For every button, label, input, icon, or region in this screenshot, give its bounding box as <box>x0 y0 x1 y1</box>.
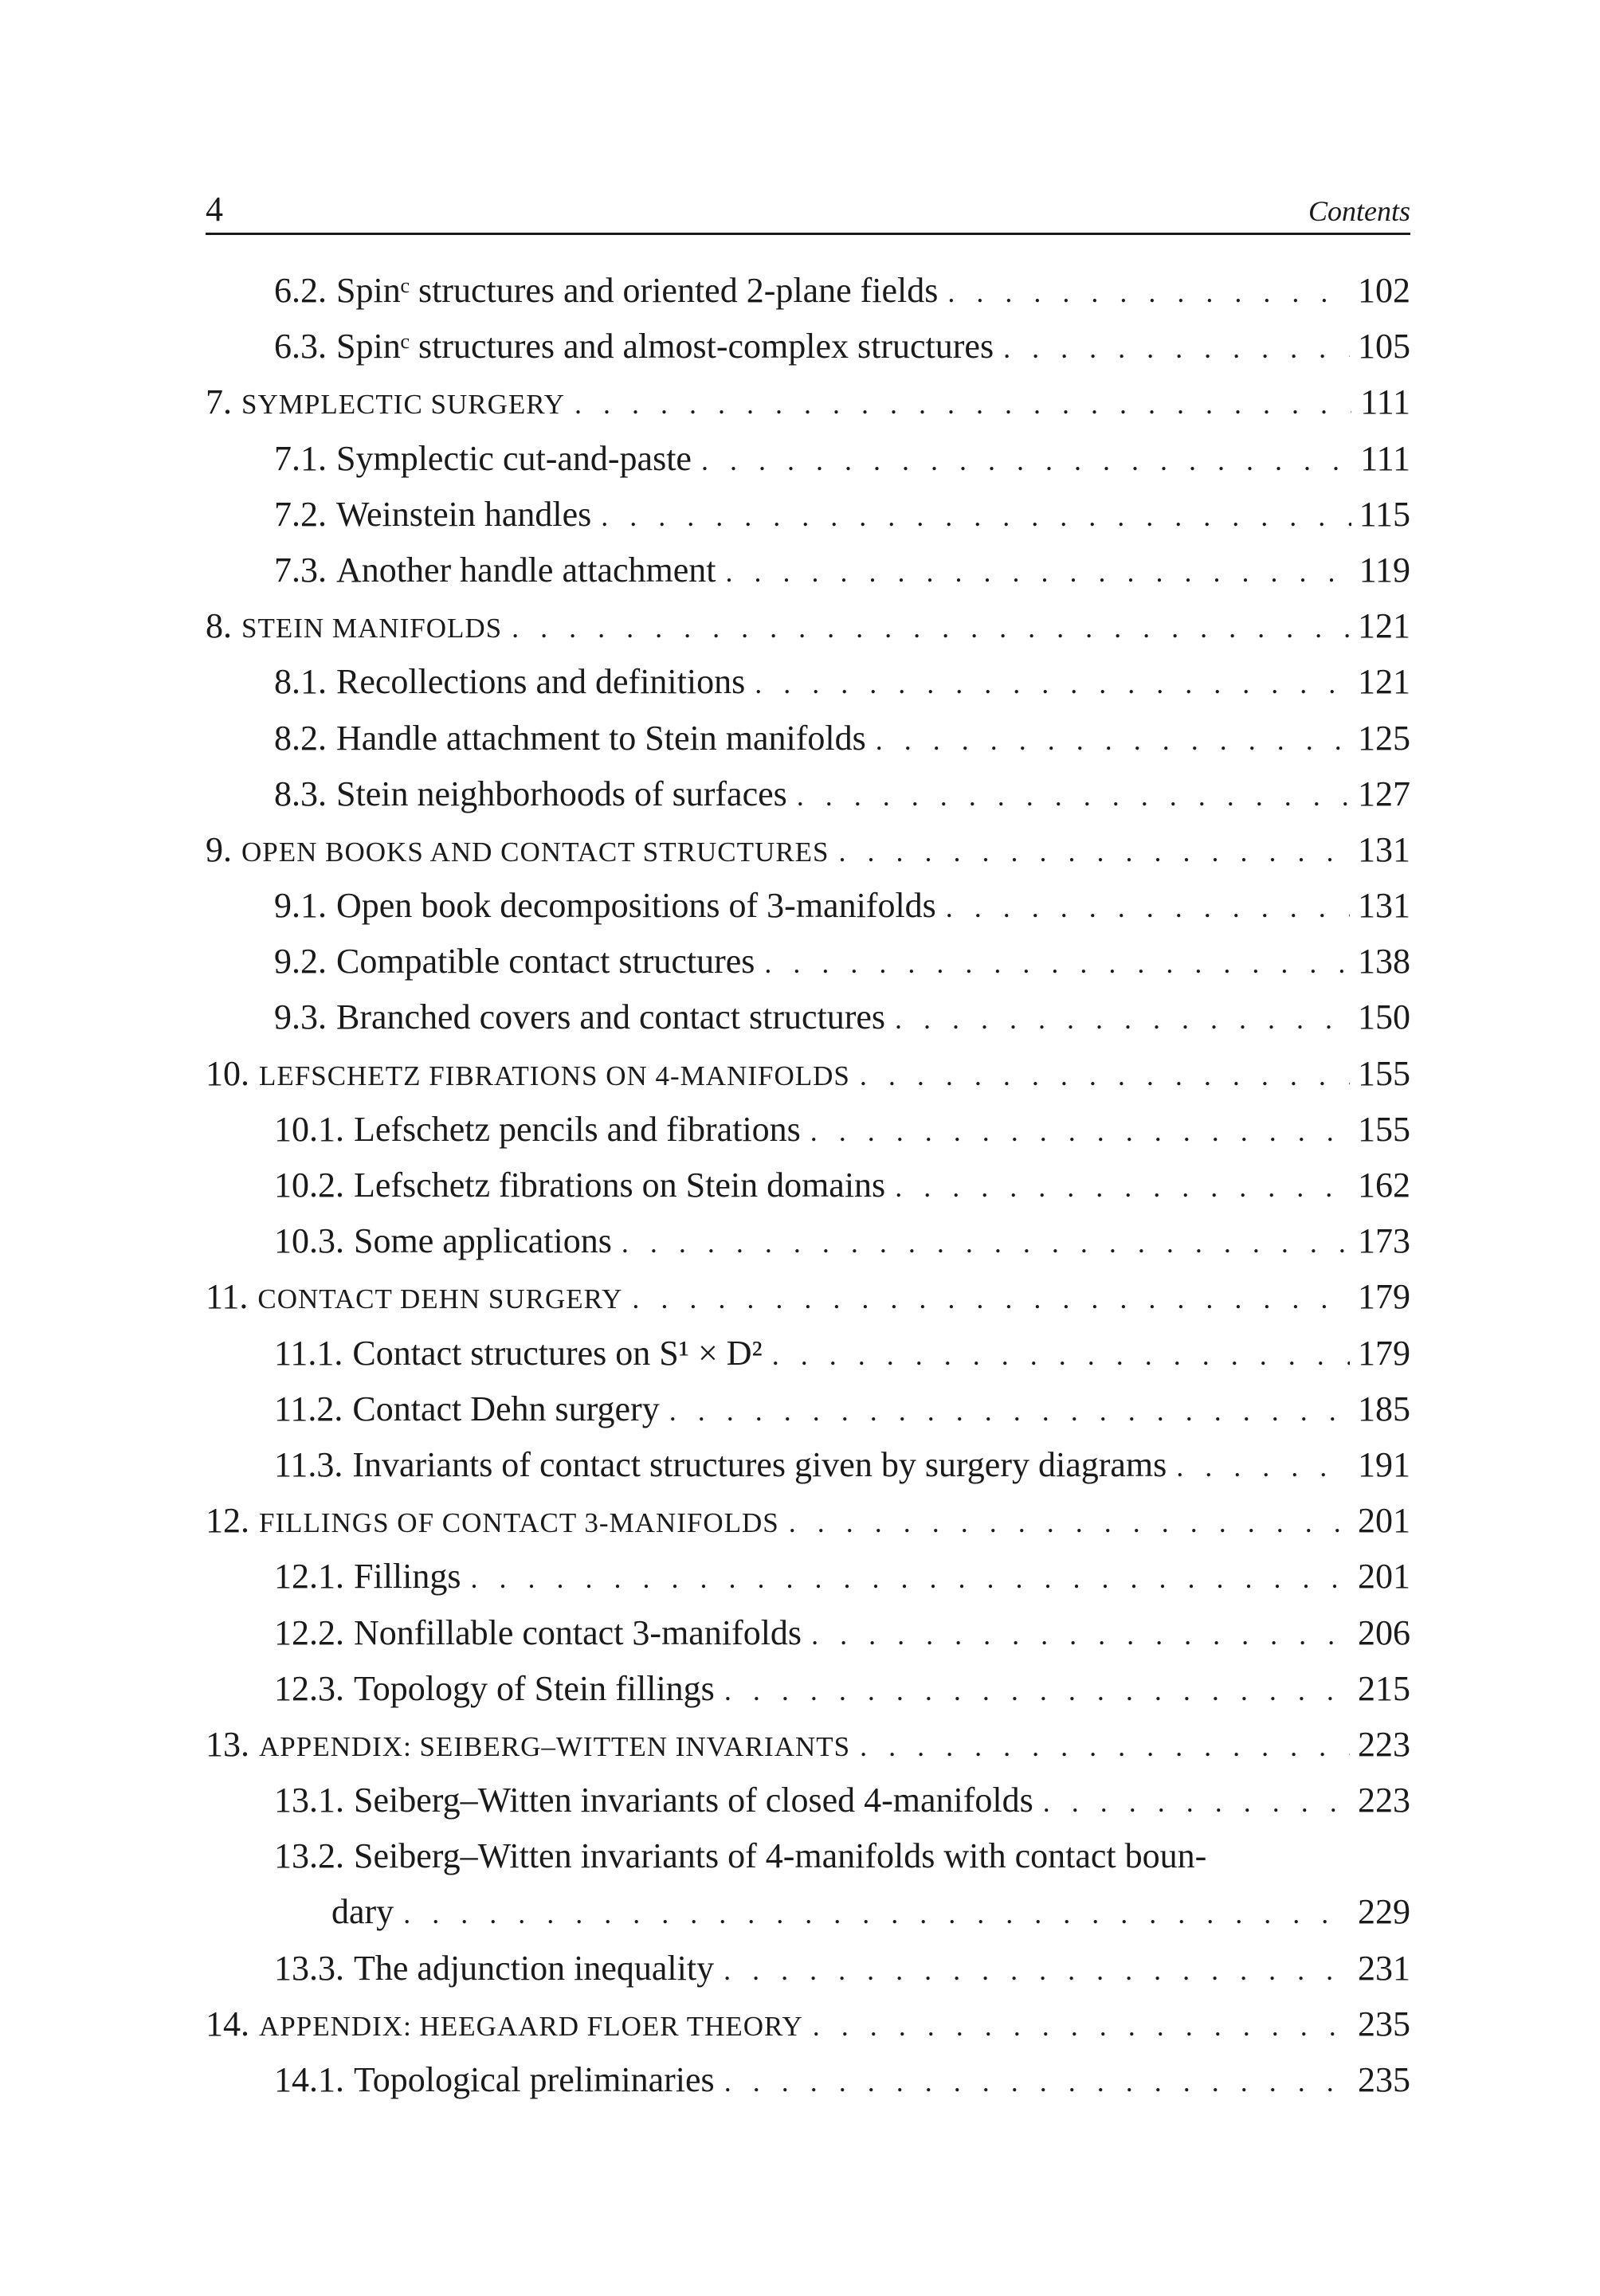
toc-entry-page: 115 <box>1359 494 1410 534</box>
toc-entry-page: 127 <box>1358 774 1410 813</box>
toc-entry-page: 125 <box>1358 718 1410 758</box>
toc-section-entry[interactable] <box>206 487 1410 543</box>
toc-entry-number: 12. <box>206 1501 249 1541</box>
toc-entry-number: 10. <box>206 1053 249 1093</box>
toc-entry-title: STEIN MANIFOLDS <box>241 613 503 645</box>
toc-section-entry[interactable] <box>206 1605 1410 1661</box>
dot-leader <box>772 1327 1350 1383</box>
toc-entry-title: Symplectic cut-and-paste <box>336 438 692 478</box>
toc-entry-number: 7.3. <box>274 550 327 590</box>
dot-leader <box>797 768 1350 824</box>
toc-entry-page: 155 <box>1358 1053 1410 1093</box>
toc-entry-page: 111 <box>1360 438 1410 478</box>
dot-leader <box>403 1886 1350 1941</box>
toc-chapter-entry[interactable] <box>206 598 1410 654</box>
toc-entry-title: OPEN BOOKS AND CONTACT STRUCTURES <box>241 836 829 868</box>
toc-section-entry[interactable] <box>206 878 1410 934</box>
toc-entry-page: 131 <box>1358 829 1410 869</box>
toc-entry-number: 6.3. <box>274 327 327 366</box>
toc-entry-page: 162 <box>1358 1166 1410 1205</box>
toc-section-entry[interactable] <box>206 1437 1410 1493</box>
toc-entry-number: 11. <box>206 1277 249 1317</box>
toc-entry-number: 13. <box>206 1724 249 1764</box>
dot-leader <box>622 1215 1350 1271</box>
toc-entry-title: Another handle attachment <box>336 550 716 590</box>
table-of-contents <box>206 263 1410 2108</box>
toc-entry-page: 105 <box>1358 327 1410 366</box>
toc-entry-title: APPENDIX: HEEGAARD FLOER THEORY <box>259 2010 803 2042</box>
toc-chapter-entry[interactable] <box>206 1493 1410 1549</box>
toc-section-entry[interactable] <box>206 1661 1410 1717</box>
toc-entry-page: 185 <box>1358 1389 1410 1428</box>
toc-entry-number: 9.1. <box>274 886 327 926</box>
toc-entry-page: 223 <box>1358 1781 1410 1820</box>
dot-leader <box>789 1495 1350 1550</box>
dot-leader <box>755 656 1350 711</box>
toc-section-entry[interactable] <box>206 1549 1410 1604</box>
toc-entry-page: 179 <box>1358 1333 1410 1373</box>
toc-section-entry[interactable] <box>206 543 1410 598</box>
toc-entry-title: Stein neighborhoods of surfaces <box>336 774 787 813</box>
toc-entry-page: 150 <box>1358 997 1410 1037</box>
toc-entry-page: 201 <box>1358 1501 1410 1541</box>
toc-section-entry[interactable] <box>206 263 1410 319</box>
toc-entry-number: 12.1. <box>274 1557 344 1597</box>
toc-entry-title: Open book decompositions of 3-manifolds <box>336 886 936 926</box>
toc-entry-title: Fillings <box>354 1557 461 1597</box>
dot-leader <box>895 991 1350 1047</box>
toc-chapter-entry[interactable] <box>206 374 1410 430</box>
toc-entry-number: 8.2. <box>274 718 327 758</box>
toc-entry-page: 111 <box>1360 382 1410 422</box>
toc-entry-page: 119 <box>1359 550 1410 590</box>
toc-entry-page: 229 <box>1358 1892 1410 1932</box>
toc-entry-number: 9.2. <box>274 942 327 981</box>
dot-leader <box>724 1663 1350 1718</box>
dot-leader <box>946 880 1350 935</box>
toc-section-entry[interactable] <box>206 319 1410 374</box>
toc-entry-number: 8.1. <box>274 662 327 702</box>
toc-entry-number: 8. <box>206 606 232 646</box>
toc-entry-page: 155 <box>1358 1109 1410 1149</box>
toc-entry-title: CONTACT DEHN SURGERY <box>257 1283 623 1315</box>
toc-entry-number: 13.3. <box>274 1948 344 1988</box>
toc-entry-title: Topology of Stein fillings <box>354 1668 715 1708</box>
dot-leader <box>724 2054 1350 2110</box>
toc-entry-number: 14. <box>206 2004 249 2043</box>
toc-section-entry[interactable] <box>206 1158 1410 1213</box>
toc-section-entry[interactable] <box>206 1773 1410 1828</box>
toc-entry-number: 12.2. <box>274 1612 344 1652</box>
toc-entry-page: 131 <box>1358 886 1410 926</box>
toc-section-entry[interactable] <box>206 654 1410 710</box>
toc-entry-wrapped[interactable] <box>206 1828 1410 1884</box>
toc-entry-title: FILLINGS OF CONTACT 3-MANIFOLDS <box>259 1507 779 1539</box>
toc-entry-title: Branched covers and contact structures <box>336 997 886 1037</box>
toc-entry-page: 201 <box>1358 1557 1410 1597</box>
dot-leader <box>724 1942 1350 1998</box>
dot-leader <box>1176 1439 1350 1495</box>
dot-leader <box>860 1048 1350 1103</box>
dot-leader <box>813 1998 1350 2054</box>
toc-entry-title: Handle attachment to Stein manifolds <box>336 718 866 758</box>
dot-leader <box>632 1271 1350 1326</box>
toc-entry-page: 121 <box>1358 662 1410 702</box>
toc-entry-title: LEFSCHETZ FIBRATIONS ON 4-MANIFOLDS <box>259 1060 850 1091</box>
toc-entry-number: 7. <box>206 382 232 422</box>
toc-section-entry[interactable] <box>206 766 1410 822</box>
toc-entry-title: Contact Dehn surgery <box>352 1389 660 1428</box>
dot-leader <box>575 376 1351 432</box>
toc-chapter-entry[interactable] <box>206 1717 1410 1773</box>
dot-leader <box>895 1159 1350 1215</box>
toc-entry-title: APPENDIX: SEIBERG–WITTEN INVARIANTS <box>259 1730 851 1762</box>
toc-entry-title: Weinstein handles <box>336 494 592 534</box>
toc-entry-page: 121 <box>1358 606 1410 646</box>
toc-entry-title: Spinᶜ structures and almost-complex structures <box>336 327 994 366</box>
dot-leader <box>512 600 1350 656</box>
toc-entry-number: 7.2. <box>274 494 327 534</box>
toc-section-entry[interactable] <box>206 934 1410 989</box>
toc-section-entry[interactable] <box>206 989 1410 1045</box>
toc-entry-number: 14.1. <box>274 2060 344 2099</box>
toc-entry-number: 11.3. <box>274 1444 343 1484</box>
toc-entry-page: 235 <box>1358 2004 1410 2043</box>
toc-entry-page: 231 <box>1358 1948 1410 1988</box>
toc-entry-title: Lefschetz fibrations on Stein domains <box>354 1166 886 1205</box>
toc-entry-number: 10.1. <box>274 1109 344 1149</box>
toc-section-entry[interactable] <box>206 1102 1410 1158</box>
toc-entry-number: 7.1. <box>274 438 327 478</box>
dot-leader <box>860 1718 1350 1774</box>
page-header <box>206 188 1410 235</box>
toc-entry-number: 10.3. <box>274 1221 344 1261</box>
toc-entry-page: 173 <box>1358 1221 1410 1261</box>
toc-entry-number: 10.2. <box>274 1166 344 1205</box>
toc-entry-title: Recollections and definitions <box>336 662 746 702</box>
toc-entry-page: 215 <box>1358 1668 1410 1708</box>
toc-entry-title-continued: dary <box>331 1892 394 1932</box>
dot-leader <box>471 1550 1351 1606</box>
toc-entry-title: Nonfillable contact 3-manifolds <box>354 1612 802 1652</box>
dot-leader <box>811 1607 1350 1663</box>
toc-entry-number: 11.2. <box>274 1389 343 1428</box>
toc-section-entry[interactable] <box>206 431 1410 487</box>
toc-entry-page: 235 <box>1358 2060 1410 2099</box>
toc-entry-number: 8.3. <box>274 774 327 813</box>
toc-chapter-entry[interactable] <box>206 1269 1410 1325</box>
dot-leader <box>725 544 1351 600</box>
toc-entry-number: 6.2. <box>274 271 327 310</box>
toc-entry-title: Topological preliminaries <box>354 2060 715 2099</box>
dot-leader <box>838 824 1350 880</box>
toc-entry-number: 11.1. <box>274 1333 343 1373</box>
toc-entry-page: 223 <box>1358 1724 1410 1764</box>
toc-entry-number: 13.2. <box>274 1836 344 1876</box>
dot-leader <box>701 433 1351 488</box>
dot-leader <box>601 488 1351 544</box>
toc-entry-page: 191 <box>1358 1444 1410 1484</box>
dot-leader <box>810 1103 1350 1159</box>
toc-section-entry[interactable] <box>206 1941 1410 1996</box>
toc-entry-title: Compatible contact structures <box>336 942 755 981</box>
dot-leader <box>876 712 1350 768</box>
toc-entry-title: Seiberg–Witten invariants of 4-manifolds with contact boun- <box>354 1836 1207 1876</box>
toc-entry-title: Lefschetz pencils and fibrations <box>354 1109 801 1149</box>
dot-leader <box>764 935 1350 991</box>
toc-entry-title: Some applications <box>354 1221 612 1261</box>
toc-section-entry[interactable] <box>206 711 1410 766</box>
dot-leader <box>947 264 1350 320</box>
toc-chapter-entry[interactable] <box>206 822 1410 878</box>
toc-chapter-entry[interactable] <box>206 1046 1410 1102</box>
toc-section-entry[interactable] <box>206 1326 1410 1381</box>
toc-entry-number: 9. <box>206 829 232 869</box>
toc-entry-number: 13.1. <box>274 1781 344 1820</box>
toc-entry-title: Seiberg–Witten invariants of closed 4-manifolds <box>354 1781 1033 1820</box>
toc-entry-continuation[interactable] <box>206 1884 1410 1940</box>
toc-entry-page: 179 <box>1358 1277 1410 1317</box>
toc-entry-title: Contact structures on S¹ × D² <box>352 1333 763 1373</box>
toc-entry-page: 138 <box>1358 942 1410 981</box>
toc-entry-page: 206 <box>1358 1612 1410 1652</box>
toc-entry-title: SYMPLECTIC SURGERY <box>241 389 565 421</box>
toc-section-entry[interactable] <box>206 1381 1410 1437</box>
toc-entry-page: 102 <box>1358 271 1410 310</box>
toc-section-entry[interactable] <box>206 1213 1410 1269</box>
toc-entry-title: Invariants of contact structures given by surgery diagrams <box>352 1444 1167 1484</box>
page-number: 4 <box>206 190 223 229</box>
toc-entry-title: The adjunction inequality <box>354 1948 715 1988</box>
toc-section-entry[interactable] <box>206 2052 1410 2108</box>
dot-leader <box>1003 320 1350 376</box>
toc-entry-number: 9.3. <box>274 997 327 1037</box>
toc-chapter-entry[interactable] <box>206 1996 1410 2052</box>
dot-leader <box>1043 1774 1350 1830</box>
dot-leader <box>669 1383 1350 1439</box>
running-head: Contents <box>1308 195 1410 227</box>
toc-entry-title: Spinᶜ structures and oriented 2-plane fields <box>336 271 939 310</box>
toc-entry-number: 12.3. <box>274 1668 344 1708</box>
